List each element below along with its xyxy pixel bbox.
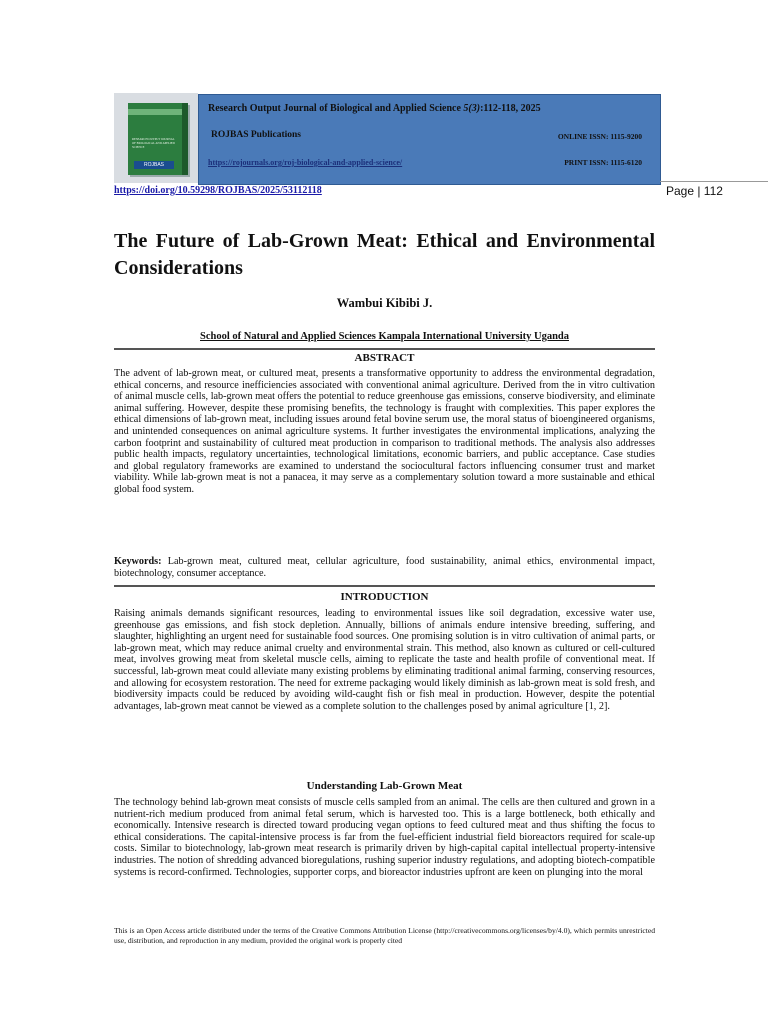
page-number: Page | 112 bbox=[666, 184, 723, 198]
abstract-bottom-rule bbox=[114, 585, 655, 587]
paper-title: The Future of Lab-Grown Meat: Ethical and Environmental Considerations bbox=[114, 230, 655, 279]
print-issn: PRINT ISSN: 1115-6120 bbox=[564, 158, 642, 167]
understanding-heading: Understanding Lab-Grown Meat bbox=[306, 780, 463, 792]
affiliation: School of Natural and Applied Sciences Kampala International University Uganda bbox=[200, 331, 569, 342]
keywords-text: Lab-grown meat, cultured meat, cellular agriculture, food sustainability, animal ethics, environmental impact, biotechnology, consumer acceptance. bbox=[114, 556, 655, 579]
understanding-text: The technology behind lab-grown meat consists of muscle cells sampled from an animal. The cells are then cultured and grown in a nutrient-rich medium produced from animal fetal serum, which is harvested too. This is a large bottleneck, both ethically and economically. Intensive research is directed toward producing vegan options to feed cultured meat and thus shifting the focus to ethical considerations. The capital-intensive process is far from the fuel-efficient industrial field bioreactors required for scale-up costs. Similar to biotechnology, lab-grown meat research is primarily driven by high-capital capital intellectual property-intensive industries. The notion of shredding advanced bioregulations, rushing superior industry regulations, and adopting biotech-compatible systems is record-confirmed. Technologies, supporter corps, and bioreactor industries upfront are keen on plunging into the moral bbox=[114, 797, 655, 878]
journal-title: Research Output Journal of Biological and Applied Science 5(3):112-118, 2025 bbox=[208, 103, 541, 114]
doi-link[interactable]: https://doi.org/10.59298/ROJBAS/2025/53112118 bbox=[114, 185, 322, 196]
online-issn: ONLINE ISSN: 1115-9200 bbox=[557, 132, 642, 141]
license-footer: This is an Open Access article distributed under the terms of the Creative Commons Attribution License (http://creativecommons.org/licenses/by/4.0), which permits unrestricted use, distribution, and reproduction in any medium, provided the original work is properly cited bbox=[114, 926, 655, 945]
journal-url-link[interactable]: https://rojournals.org/roj-biological-and-applied-science/ bbox=[208, 158, 403, 167]
author-name: Wambui Kibibi J. bbox=[336, 296, 433, 310]
cover-logo: ROJBAS bbox=[134, 161, 174, 169]
keywords bbox=[114, 556, 655, 579]
cover-book bbox=[128, 103, 188, 175]
journal-banner bbox=[198, 94, 661, 185]
cover-label: RESEARCH OUTPUT JOURNAL OF BIOLOGICAL AND APPLIED SCIENCE bbox=[132, 137, 175, 149]
abstract-top-rule bbox=[114, 348, 655, 350]
publisher: ROJBAS Publications bbox=[211, 130, 302, 140]
journal-cover-image bbox=[114, 93, 198, 183]
abstract-text: The advent of lab-grown meat, or cultured meat, presents a transformative opportunity to address the environmental degradation, ethical concerns, and resource inefficiencies associated with conventional animal agriculture. Derived from the in vitro cultivation of animal muscle cells, lab-grown meat offers the potential to reduce greenhouse gas emissions, conserve biodiversity, and eliminate animal suffering. However, despite these promising benefits, the technology is fraught with complexities. This paper explores the ethical dimensions of lab-grown meat, including issues around fetal bovine serum use, the moral status of bioengineered organisms, and unintended consequences on animal agriculture systems. It further investigates the environmental implications, analyzing the carbon footprint and sustainability of cultured meat production in comparison to traditional methods. The analysis also addresses public health impacts, regulatory uncertainties, technological limitations, economic barriers, and public acceptance. Case studies and global regulatory frameworks are examined to understand the sociocultural factors influencing consumer trust and market viability. While lab-grown meat is not a panacea, it may serve as a complementary solution toward a more sustainable and ethical global food system. bbox=[114, 368, 655, 495]
abstract-heading: ABSTRACT bbox=[354, 352, 415, 364]
keywords-label: Keywords: bbox=[114, 556, 162, 567]
introduction-text: Raising animals demands significant resources, leading to environmental issues like soil degradation, excessive water use, greenhouse gas emissions, and fish stock depletion. Annually, billions of animals endure intensive breeding, suffering, and slaughter, highlighting an urgent need for sustainable food sources. One promising solution is in vitro cultivation of animal parts, or lab-grown meat, which may reduce animal cruelty and environmental strain. This method, also known as cultured or cell-cultured meat, involves growing meat from skeletal muscle cells, aiming to replicate the taste and health profile of conventional meat. If successful, lab-grown meat could alleviate many existing problems by eliminating traditional animal farming, conserving resources, and allowing for ecosystem restoration. The need for extreme packaging would likely diminish as lab-grown meat is sold fresh, and biodiversity impacts could be reduced by avoiding wild-caught fish or fish meal in production. However, despite the potential advantages, lab-grown meat cannot be viewed as a complete solution to the challenges posed by animal agriculture [1, 2]. bbox=[114, 608, 655, 712]
header-rule bbox=[660, 181, 768, 182]
introduction-heading: INTRODUCTION bbox=[340, 591, 429, 603]
